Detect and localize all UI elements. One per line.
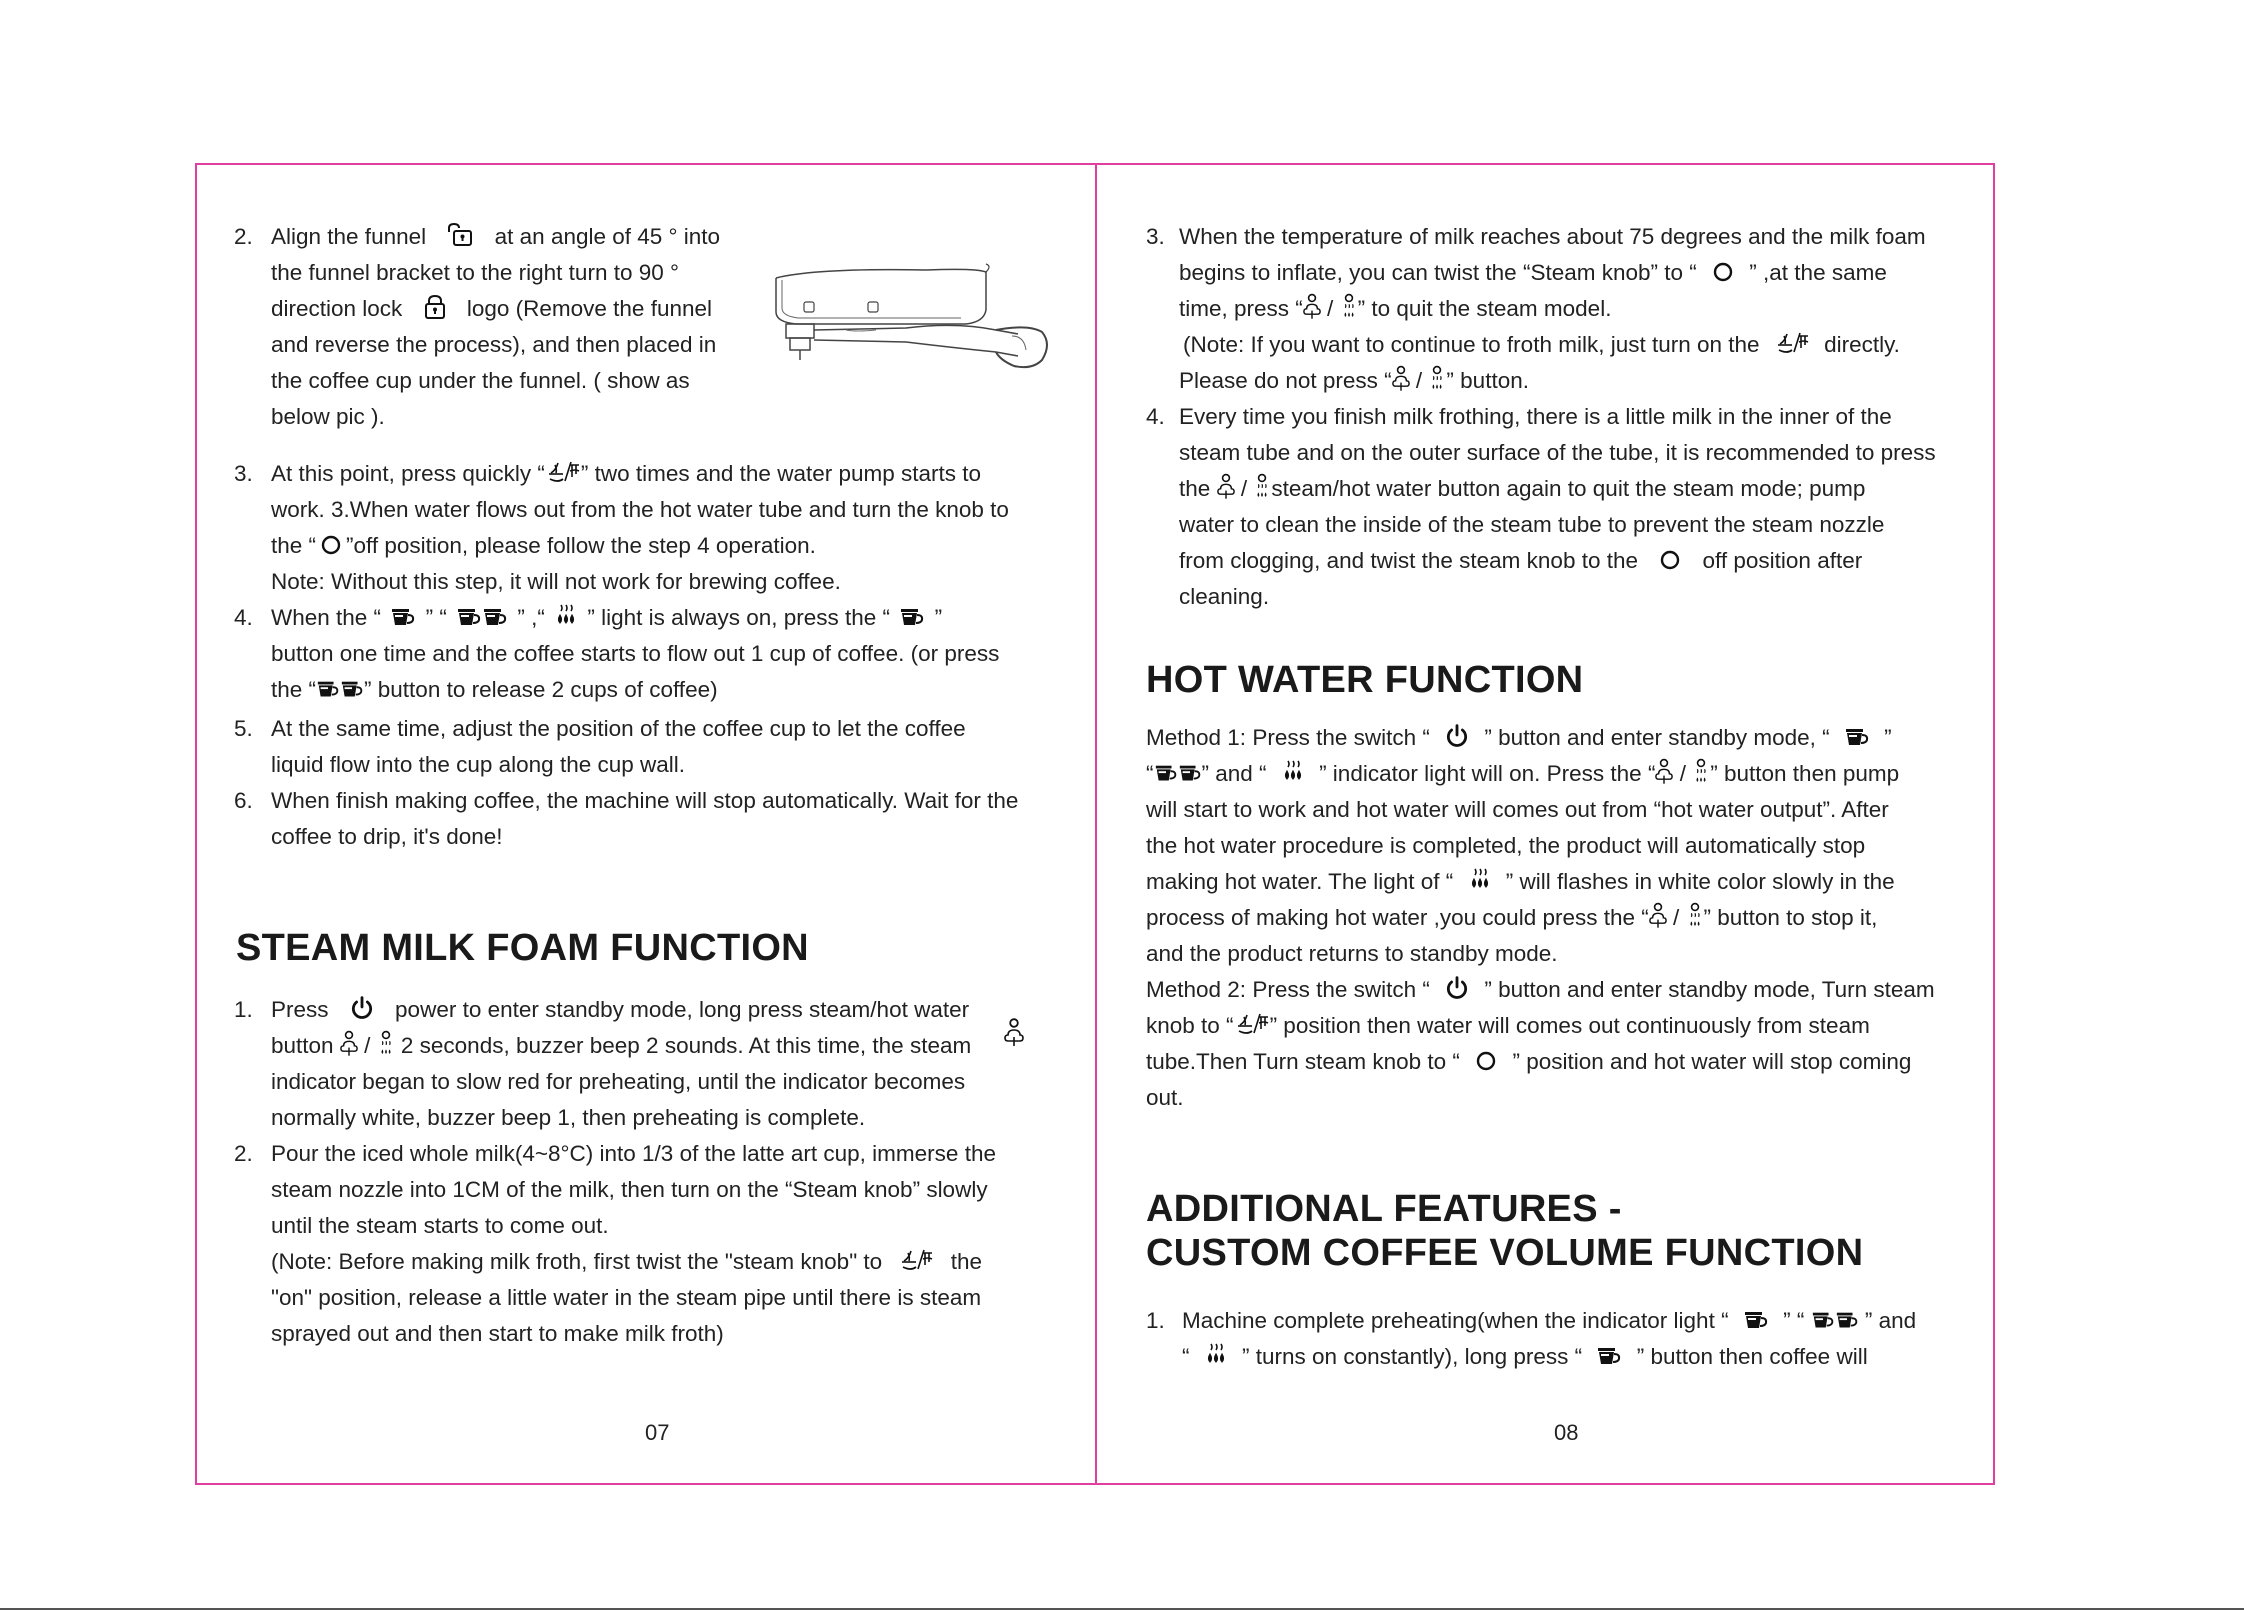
text-line: At the same time, adjust the position of the coffee cup to let the coffee <box>271 716 966 741</box>
hot-water-light-icon <box>1468 867 1492 893</box>
section-heading-custom-volume: CUSTOM COFFEE VOLUME FUNCTION <box>1146 1232 1864 1274</box>
text-run: making hot water. The light of “ <box>1146 869 1454 894</box>
text-run: direction lock <box>271 296 403 321</box>
text-run: button <box>271 1033 334 1058</box>
text-run: ” to quit the steam model. <box>1357 296 1612 321</box>
text-run: ” button then coffee will <box>1636 1344 1868 1369</box>
text-run: Press <box>271 997 329 1022</box>
list-number: 2. <box>234 1141 253 1166</box>
text-line <box>1183 327 1900 363</box>
text-run: ” indicator light will on. Press the “ <box>1319 761 1656 786</box>
text-line <box>271 672 718 708</box>
hot-water-light-icon <box>1281 759 1305 785</box>
text-run: ” position then water will comes out continuously from steam <box>1269 1013 1870 1038</box>
text-run: / <box>364 1033 371 1058</box>
text-run: ” and <box>1864 1308 1917 1333</box>
text-run: off position after <box>1702 548 1863 573</box>
text-line: Note: Without this step, it will not work for brewing coffee. <box>271 569 841 594</box>
text-run: / <box>1415 368 1423 393</box>
double-cup-icon <box>456 607 508 629</box>
section-heading-additional: ADDITIONAL FEATURES - <box>1146 1188 1622 1230</box>
text-run: Method 1: Press the switch “ <box>1146 725 1430 750</box>
text-run: ” “ <box>425 605 447 630</box>
steam-hot-water-icon <box>1774 330 1810 356</box>
list-number: 3. <box>234 461 253 486</box>
text-line: until the steam starts to come out. <box>271 1213 609 1238</box>
off-circle-icon <box>319 533 343 557</box>
single-cup-icon <box>390 607 416 629</box>
text-line <box>271 219 720 255</box>
list-number: 5. <box>234 716 253 741</box>
steam-button-icon <box>1655 757 1673 787</box>
power-icon <box>1444 975 1470 1001</box>
hot-water-button-icon <box>1686 901 1704 931</box>
text-run: the “ <box>271 677 317 702</box>
text-run: power to enter standby mode, long press steam/hot water <box>395 997 970 1022</box>
text-run: ” button. <box>1446 368 1529 393</box>
text-line <box>1179 291 1611 327</box>
page-number: 07 <box>645 1420 670 1445</box>
off-circle-icon <box>1474 1049 1498 1073</box>
text-run: / <box>1327 296 1334 321</box>
unlock-icon <box>446 222 474 248</box>
text-run: ” “ <box>1783 1308 1805 1333</box>
text-run: ”off position, please follow the step 4 operation. <box>346 533 816 558</box>
text-run: ” button then pump <box>1710 761 1900 786</box>
text-run: logo (Remove the funnel <box>466 296 712 321</box>
steam-hot-water-icon <box>545 459 581 485</box>
text-line: Every time you finish milk frothing, there is a little milk in the inner of the <box>1179 404 1892 429</box>
text-run: 2 seconds, buzzer beep 2 sounds. At this time, the steam <box>400 1033 972 1058</box>
text-run: ” <box>934 605 943 630</box>
text-line: out. <box>1146 1085 1184 1110</box>
single-cup-icon <box>899 607 925 629</box>
text-run: steam/hot water button again to quit the steam mode; pump <box>1271 476 1866 501</box>
steam-hot-water-icon <box>1234 1011 1270 1037</box>
text-line: indicator began to slow red for preheating, until the indicator becomes <box>271 1069 966 1094</box>
hot-water-button-icon <box>1428 364 1446 394</box>
text-line: water to clean the inside of the steam tube to prevent the steam nozzle <box>1179 512 1885 537</box>
text-run: ” light is always on, press the “ <box>587 605 891 630</box>
text-run: Machine complete preheating(when the indicator light “ <box>1182 1308 1729 1333</box>
text-line: normally white, buzzer beep 1, then preheating is complete. <box>271 1105 866 1130</box>
text-line <box>1182 1339 1868 1375</box>
lock-icon <box>423 294 447 320</box>
text-line: the coffee cup under the funnel. ( show as <box>271 368 690 393</box>
text-run: ” button and enter standby mode, “ <box>1484 725 1830 750</box>
steam-hot-water-icon <box>898 1247 934 1273</box>
text-run: at an angle of 45 ° into <box>494 224 721 249</box>
hot-water-light-icon <box>1204 1342 1228 1368</box>
page-right <box>1096 0 2244 1614</box>
steam-button-icon <box>1392 364 1410 394</box>
text-line: button one time and the coffee starts to flow out 1 cup of coffee. (or press <box>271 641 1000 666</box>
text-run: ” turns on constantly), long press “ <box>1242 1344 1583 1369</box>
text-line: When finish making coffee, the machine will stop automatically. Wait for the <box>271 788 1019 813</box>
hot-water-button-icon <box>1340 292 1358 322</box>
text-run: ” button to release 2 cups of coffee) <box>364 677 718 702</box>
text-line <box>1146 900 1877 936</box>
text-line: the hot water procedure is completed, the product will automatically stop <box>1146 833 1866 858</box>
text-line <box>271 456 981 492</box>
text-run: the <box>1179 476 1211 501</box>
text-run: directly. <box>1824 332 1900 357</box>
list-number: 1. <box>234 997 253 1022</box>
text-run: begins to inflate, you can twist the “Steam knob” to “ <box>1179 260 1697 285</box>
text-line <box>271 1244 982 1280</box>
text-line <box>271 291 712 327</box>
text-line <box>1146 1044 1911 1080</box>
page-number: 08 <box>1554 1420 1579 1445</box>
text-run: ” button and enter standby mode, Turn steam <box>1484 977 1935 1002</box>
text-run: the <box>950 1249 983 1274</box>
section-heading-hot-water: HOT WATER FUNCTION <box>1146 659 1584 701</box>
off-circle-icon <box>1711 260 1735 284</box>
text-run: process of making hot water ,you could press the “ <box>1146 905 1649 930</box>
text-line: Pour the iced whole milk(4~8°C) into 1/3 of the latte art cup, immerse the <box>271 1141 996 1166</box>
text-line: "on" position, release a little water in the steam pipe until there is steam <box>271 1285 982 1310</box>
text-run: When the “ <box>271 605 382 630</box>
text-run: ” and “ <box>1201 761 1267 786</box>
steam-button-icon <box>1649 901 1667 931</box>
text-line: liquid flow into the cup along the cup wall. <box>271 752 686 777</box>
text-line: coffee to drip, it's done! <box>271 824 503 849</box>
text-line <box>271 992 969 1028</box>
text-line: steam tube and on the outer surface of the tube, it is recommended to press <box>1179 440 1936 465</box>
text-run: (Note: If you want to continue to froth milk, just turn on the <box>1183 332 1760 357</box>
text-line <box>1179 471 1865 507</box>
text-line: the funnel bracket to the right turn to 90 ° <box>271 260 679 285</box>
text-line <box>271 600 942 636</box>
text-run: time, press “ <box>1179 296 1303 321</box>
double-cup-icon <box>1154 763 1202 785</box>
power-icon <box>349 995 375 1021</box>
hot-water-button-icon <box>377 1029 395 1059</box>
text-run: ” will flashes in white color slowly in the <box>1505 869 1895 894</box>
hot-water-light-icon <box>554 603 578 629</box>
single-cup-icon <box>1743 1310 1769 1332</box>
text-line <box>1146 720 1892 756</box>
list-number: 1. <box>1146 1308 1165 1333</box>
double-cup-icon <box>316 679 364 701</box>
section-heading-steam: STEAM MILK FOAM FUNCTION <box>236 927 809 969</box>
steam-button-icon <box>1217 472 1235 502</box>
text-run: At this point, press quickly “ <box>271 461 545 486</box>
text-run: / <box>1673 905 1680 930</box>
text-run: / <box>1679 761 1686 786</box>
text-line: work. 3.When water flows out from the hot water tube and turn the knob to <box>271 497 1009 522</box>
text-line <box>1146 864 1895 900</box>
text-run: “ <box>1182 1344 1190 1369</box>
text-line: steam nozzle into 1CM of the milk, then turn on the “Steam knob” slowly <box>271 1177 988 1202</box>
text-run: ” ,“ <box>517 605 545 630</box>
text-run: ” <box>1884 725 1892 750</box>
text-run: ” ,at the same <box>1749 260 1887 285</box>
text-run: ” button to stop it, <box>1703 905 1878 930</box>
text-run: Please do not press “ <box>1179 368 1392 393</box>
text-run: from clogging, and twist the steam knob to the <box>1179 548 1638 573</box>
text-line <box>1146 972 1935 1008</box>
text-run: (Note: Before making milk froth, first twist the "steam knob" to <box>271 1249 883 1274</box>
text-line <box>271 528 816 564</box>
text-line <box>1179 255 1887 291</box>
off-circle-icon <box>1658 548 1682 572</box>
text-line: and reverse the process), and then placed in <box>271 332 717 357</box>
double-cup-icon <box>1811 1310 1859 1332</box>
text-run: Align the funnel <box>271 224 427 249</box>
text-run: ” position and hot water will stop coming <box>1512 1049 1912 1074</box>
text-line <box>1146 756 1899 792</box>
text-run: ” two times and the water pump starts to <box>580 461 982 486</box>
text-run: “ <box>1146 761 1154 786</box>
text-line <box>1179 363 1529 399</box>
list-number: 6. <box>234 788 253 813</box>
list-number: 2. <box>234 224 253 249</box>
list-number: 3. <box>1146 224 1165 249</box>
single-cup-icon <box>1844 727 1870 749</box>
steam-button-icon <box>340 1029 358 1059</box>
text-run: / <box>1240 476 1248 501</box>
text-line: sprayed out and then start to make milk froth) <box>271 1321 724 1346</box>
single-cup-icon <box>1596 1346 1622 1368</box>
funnel-bracket-illustration <box>756 260 1056 380</box>
text-line: When the temperature of milk reaches about 75 degrees and the milk foam <box>1179 224 1926 249</box>
text-line <box>271 1028 971 1064</box>
text-run: tube.Then Turn steam knob to “ <box>1146 1049 1460 1074</box>
text-line <box>1182 1303 1916 1339</box>
hot-water-button-icon <box>1692 757 1710 787</box>
steam-button-icon <box>1303 292 1321 322</box>
list-number: 4. <box>1146 404 1165 429</box>
text-line <box>1146 1008 1870 1044</box>
text-line: and the product returns to standby mode. <box>1146 941 1558 966</box>
text-run: the “ <box>271 533 317 558</box>
text-line: will start to work and hot water will comes out from “hot water output”. After <box>1146 797 1889 822</box>
list-number: 4. <box>234 605 253 630</box>
text-run: Method 2: Press the switch “ <box>1146 977 1430 1002</box>
steam-indicator-icon <box>1004 1014 1024 1052</box>
page-left <box>0 0 1096 1614</box>
text-run: knob to “ <box>1146 1013 1234 1038</box>
text-line <box>1179 543 1862 579</box>
hot-water-button-icon <box>1253 472 1271 502</box>
text-line: cleaning. <box>1179 584 1270 609</box>
power-icon <box>1444 723 1470 749</box>
text-line: below pic ). <box>271 404 385 429</box>
